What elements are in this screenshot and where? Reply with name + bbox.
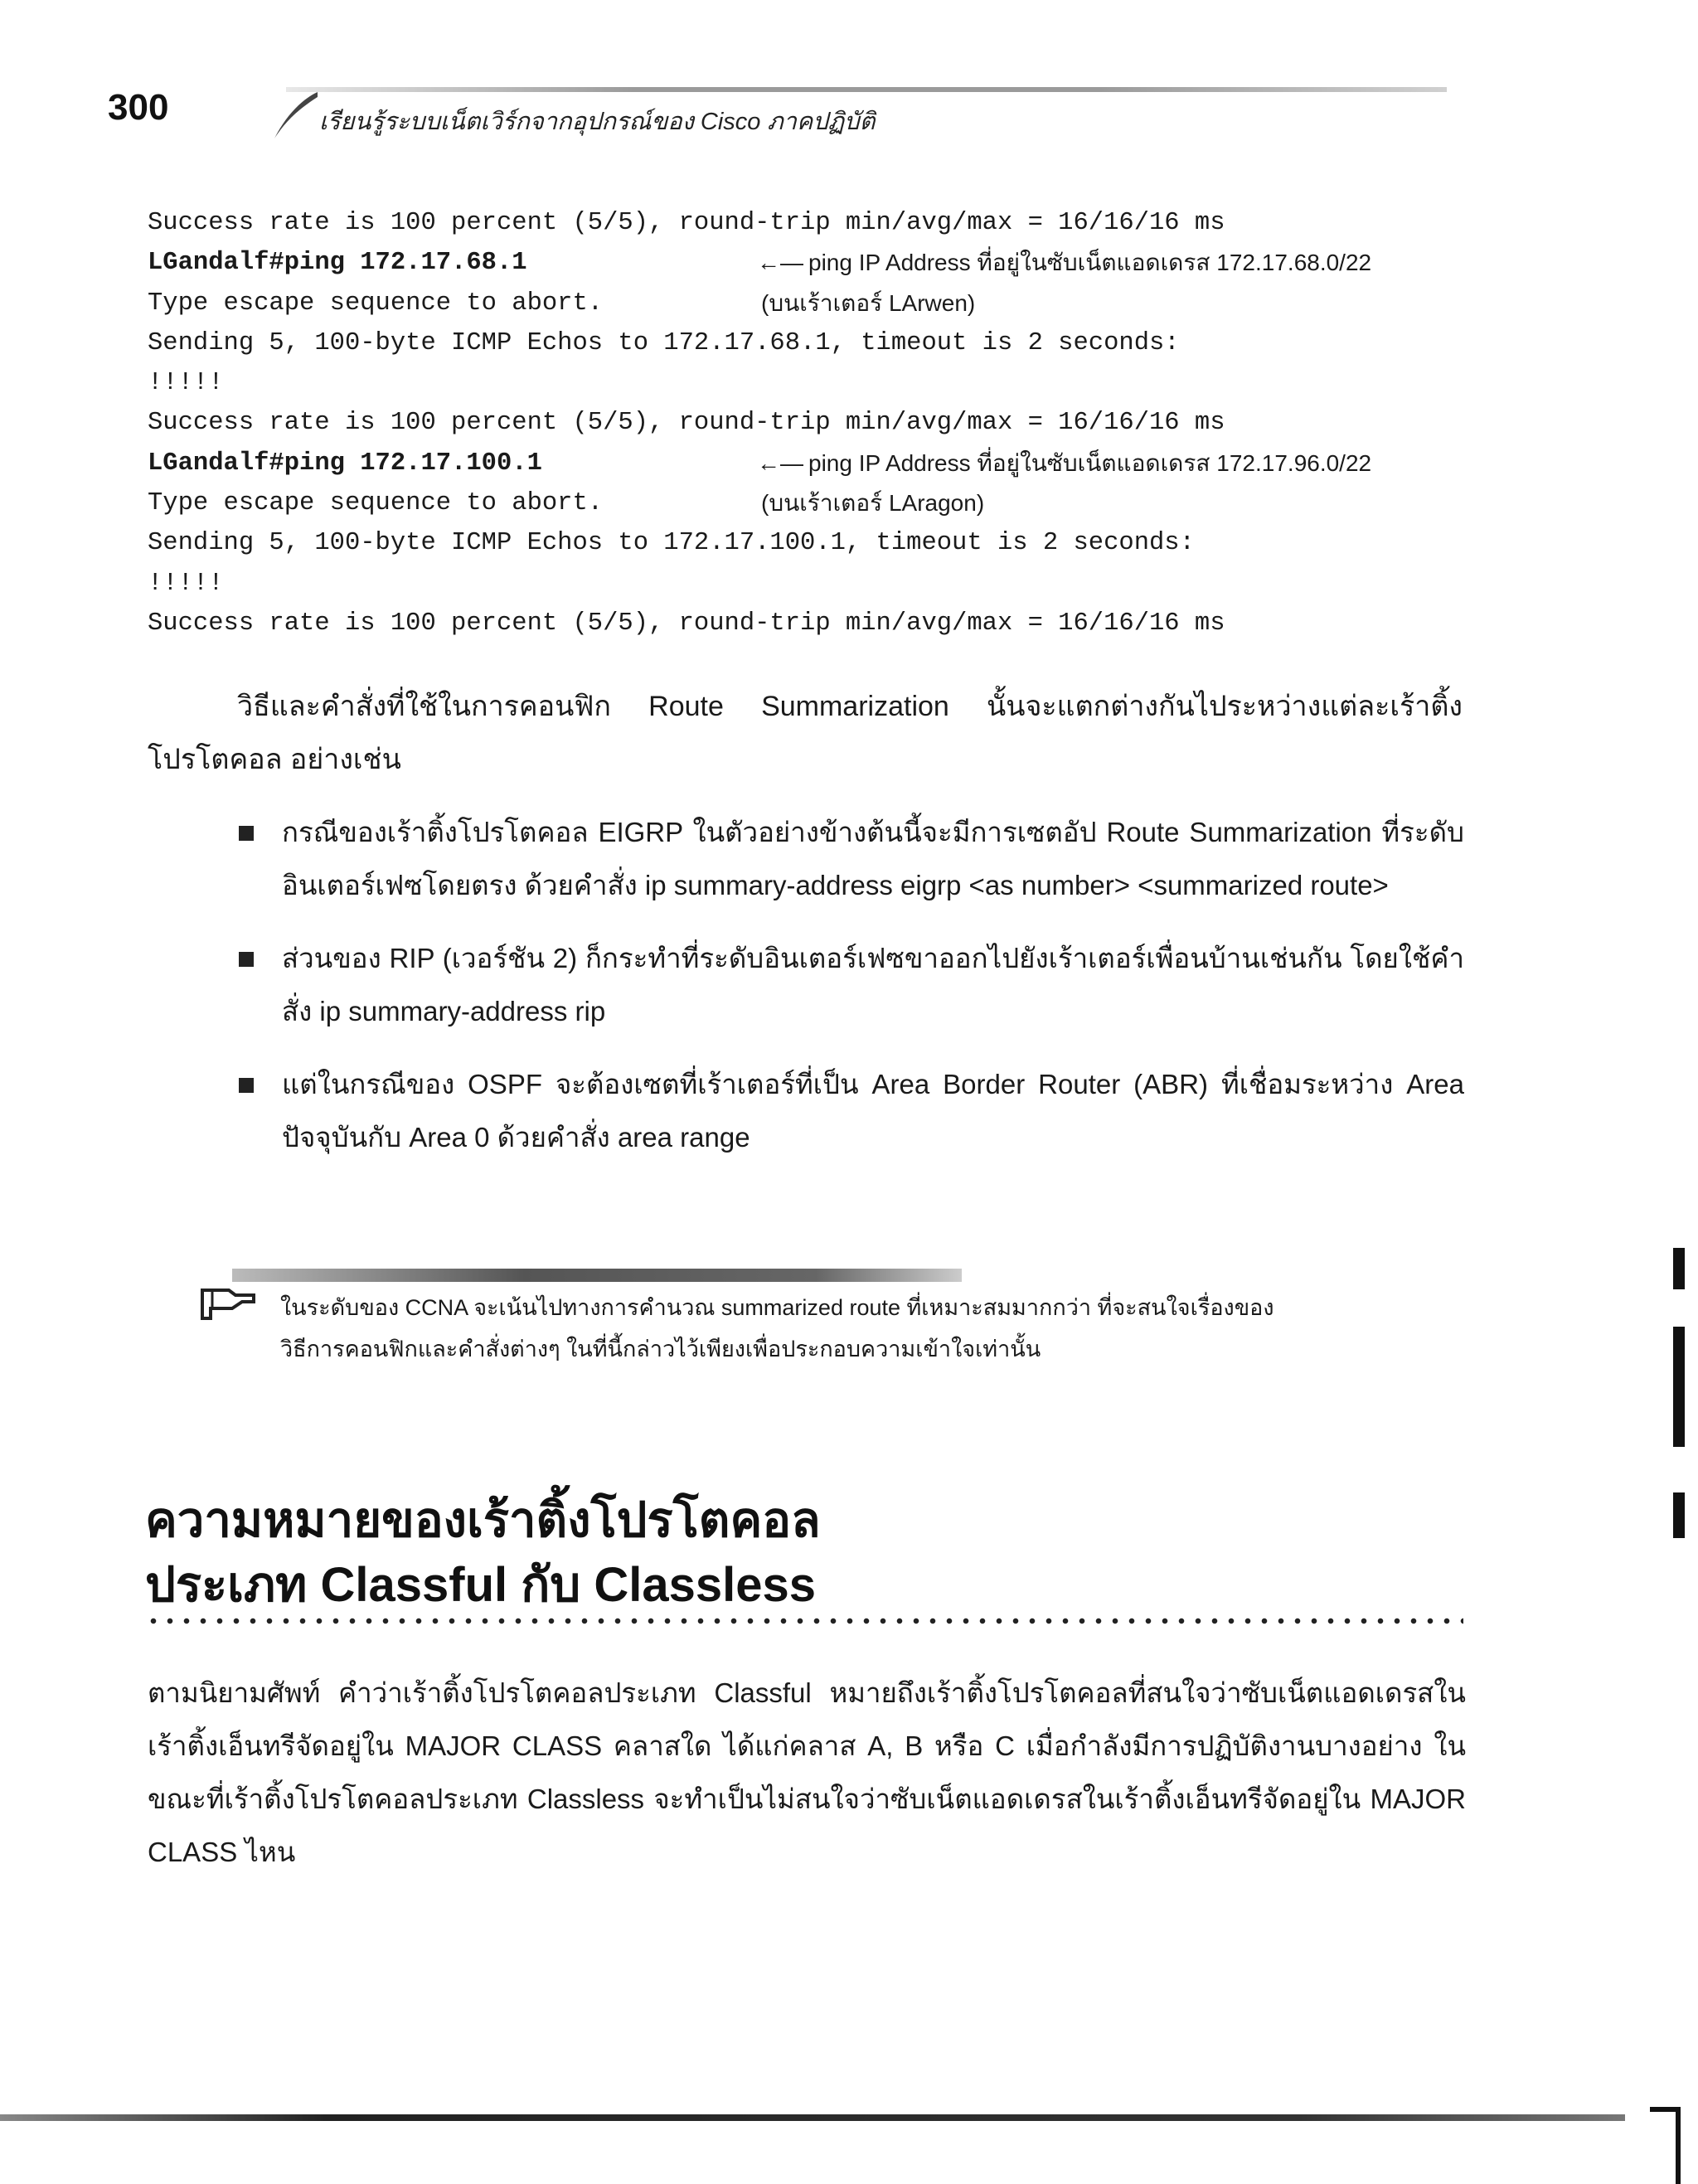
code-line-command: LGandalf#ping 172.17.68.1 ←— ping IP Address ที่อยู่ในซับเน็ตแอดเดรส 172.17.68.0/22 <box>148 243 1474 283</box>
note-box <box>199 1269 1434 1368</box>
code-annotation: ←— ping IP Address ที่อยู่ในซับเน็ตแอดเดรส 172.17.96.0/22 <box>757 444 1371 483</box>
code-line: Success rate is 100 percent (5/5), round-trip min/avg/max = 16/16/16 ms <box>148 409 1225 438</box>
footer-rule <box>0 2114 1625 2121</box>
code-line: Sending 5, 100-byte ICMP Echos to 172.17.100.1, timeout is 2 seconds: <box>148 529 1195 558</box>
note-line-1: ในระดับของ CCNA จะเน้นไปทางการคำนวณ summarized route ที่เหมาะสมมากกว่า ที่จะสนใจเรื่องของ <box>280 1295 1274 1320</box>
code-line: !!!!! <box>148 369 224 398</box>
left-arrow-icon: ←— <box>757 250 803 276</box>
list-item: ส่วนของ RIP (เวอร์ชัน 2) ก็กระทำที่ระดับอินเตอร์เฟซขาออกไปยังเร้าเตอร์เพื่อนบ้านเช่นกัน โดยใช้คำสั่ง ip summary-address rip <box>239 932 1464 1038</box>
note-band <box>232 1269 962 1282</box>
code-line-command: LGandalf#ping 172.17.100.1 ←— ping IP Address ที่อยู่ในซับเน็ตแอดเดรส 172.17.96.0/22 <box>148 444 1474 483</box>
square-bullet-icon <box>239 1078 254 1093</box>
code-line: Success rate is 100 percent (5/5), round-trip min/avg/max = 16/16/16 ms <box>148 609 1225 638</box>
bullet-list <box>239 806 1464 1184</box>
code-line: Success rate is 100 percent (5/5), round-trip min/avg/max = 16/16/16 ms <box>148 209 1225 237</box>
square-bullet-icon <box>239 826 254 841</box>
corner-crop-mark-icon <box>1650 2106 1683 2184</box>
code-annotation: ←— ping IP Address ที่อยู่ในซับเน็ตแอดเดรส 172.17.68.0/22 <box>757 243 1371 283</box>
edge-tab-mark <box>1673 1327 1685 1447</box>
list-item: แต่ในกรณีของ OSPF จะต้องเซตที่เร้าเตอร์ที่เป็น Area Border Router (ABR) ที่เชื่อมระหว่าง Area ปัจจุบันกับ Area 0 ด้วยคำสั่ง area range <box>239 1058 1464 1164</box>
dotted-rule <box>145 1617 1463 1625</box>
edge-tab-mark <box>1673 1248 1685 1289</box>
header-rule <box>286 87 1447 92</box>
note-text <box>280 1287 1458 1370</box>
book-title: เรียนรู้ระบบเน็ตเวิร์กจากอุปกรณ์ของ Cisco ภาคปฏิบัติ <box>319 109 876 135</box>
pointing-hand-icon <box>199 1284 257 1325</box>
intro-paragraph: วิธีและคำสั่งที่ใช้ในการคอนฟิก Route Summarization นั้นจะแตกต่างกันไประหว่างแต่ละเร้าติ้งโปรโตคอล อย่างเช่น <box>148 691 1463 775</box>
section-heading <box>145 1488 1472 1618</box>
code-block <box>148 203 1474 643</box>
header-swoosh-icon <box>269 90 319 140</box>
code-annotation: (บนเร้าเตอร์ LArwen) <box>761 289 976 316</box>
page-number: 300 <box>108 87 169 128</box>
section-heading-line-1: ความหมายของเร้าติ้งโปรโตคอล <box>145 1493 821 1547</box>
section-body-paragraph: ตามนิยามศัพท์ คำว่าเร้าติ้งโปรโตคอลประเภท Classful หมายถึงเร้าติ้งโปรโตคอลที่สนใจว่าซับเน็ตแอดเดรสในเร้าติ้งเอ็นทรีจัดอยู่ใน MAJOR CLASS คลาสใด ได้แก่คลาส A, B หรือ C เมื่อกำลังมีการปฏิบัติงานบางอย่าง ในขณะที่เร้าติ้งโปรโตคอลประเภท Classless จะทำเป็นไม่สนใจว่าซับเน็ตแอดเดรสในเร้าติ้งเอ็นทรีจัดอยู่ใน MAJOR CLASS ไหน <box>148 1677 1466 1867</box>
list-item: กรณีของเร้าติ้งโปรโตคอล EIGRP ในตัวอย่างข้างต้นนี้จะมีการเซตอัป Route Summarization ที่ระดับอินเตอร์เฟซโดยตรง ด้วยคำสั่ง ip summary-address eigrp <as number> <summarized route> <box>239 806 1464 912</box>
edge-tab-mark <box>1673 1492 1685 1538</box>
section-heading-line-2: ประเภท Classful กับ Classless <box>145 1558 816 1612</box>
code-line: !!!!! <box>148 569 224 598</box>
note-line-2: วิธีการคอนฟิกและคำสั่งต่างๆ ในที่นี้กล่าวไว้เพียงเพื่อประกอบความเข้าใจเท่านั้น <box>280 1337 1041 1361</box>
code-annotation: (บนเร้าเตอร์ LAragon) <box>761 490 985 517</box>
code-line: Type escape sequence to abort. (บนเร้าเตอร์ LAragon) <box>148 483 1474 523</box>
code-line: Sending 5, 100-byte ICMP Echos to 172.17.68.1, timeout is 2 seconds: <box>148 328 1180 357</box>
code-line: Type escape sequence to abort. (บนเร้าเตอร์ LArwen) <box>148 284 1474 323</box>
left-arrow-icon: ←— <box>757 449 803 476</box>
square-bullet-icon <box>239 952 254 967</box>
page-header <box>108 87 1443 145</box>
